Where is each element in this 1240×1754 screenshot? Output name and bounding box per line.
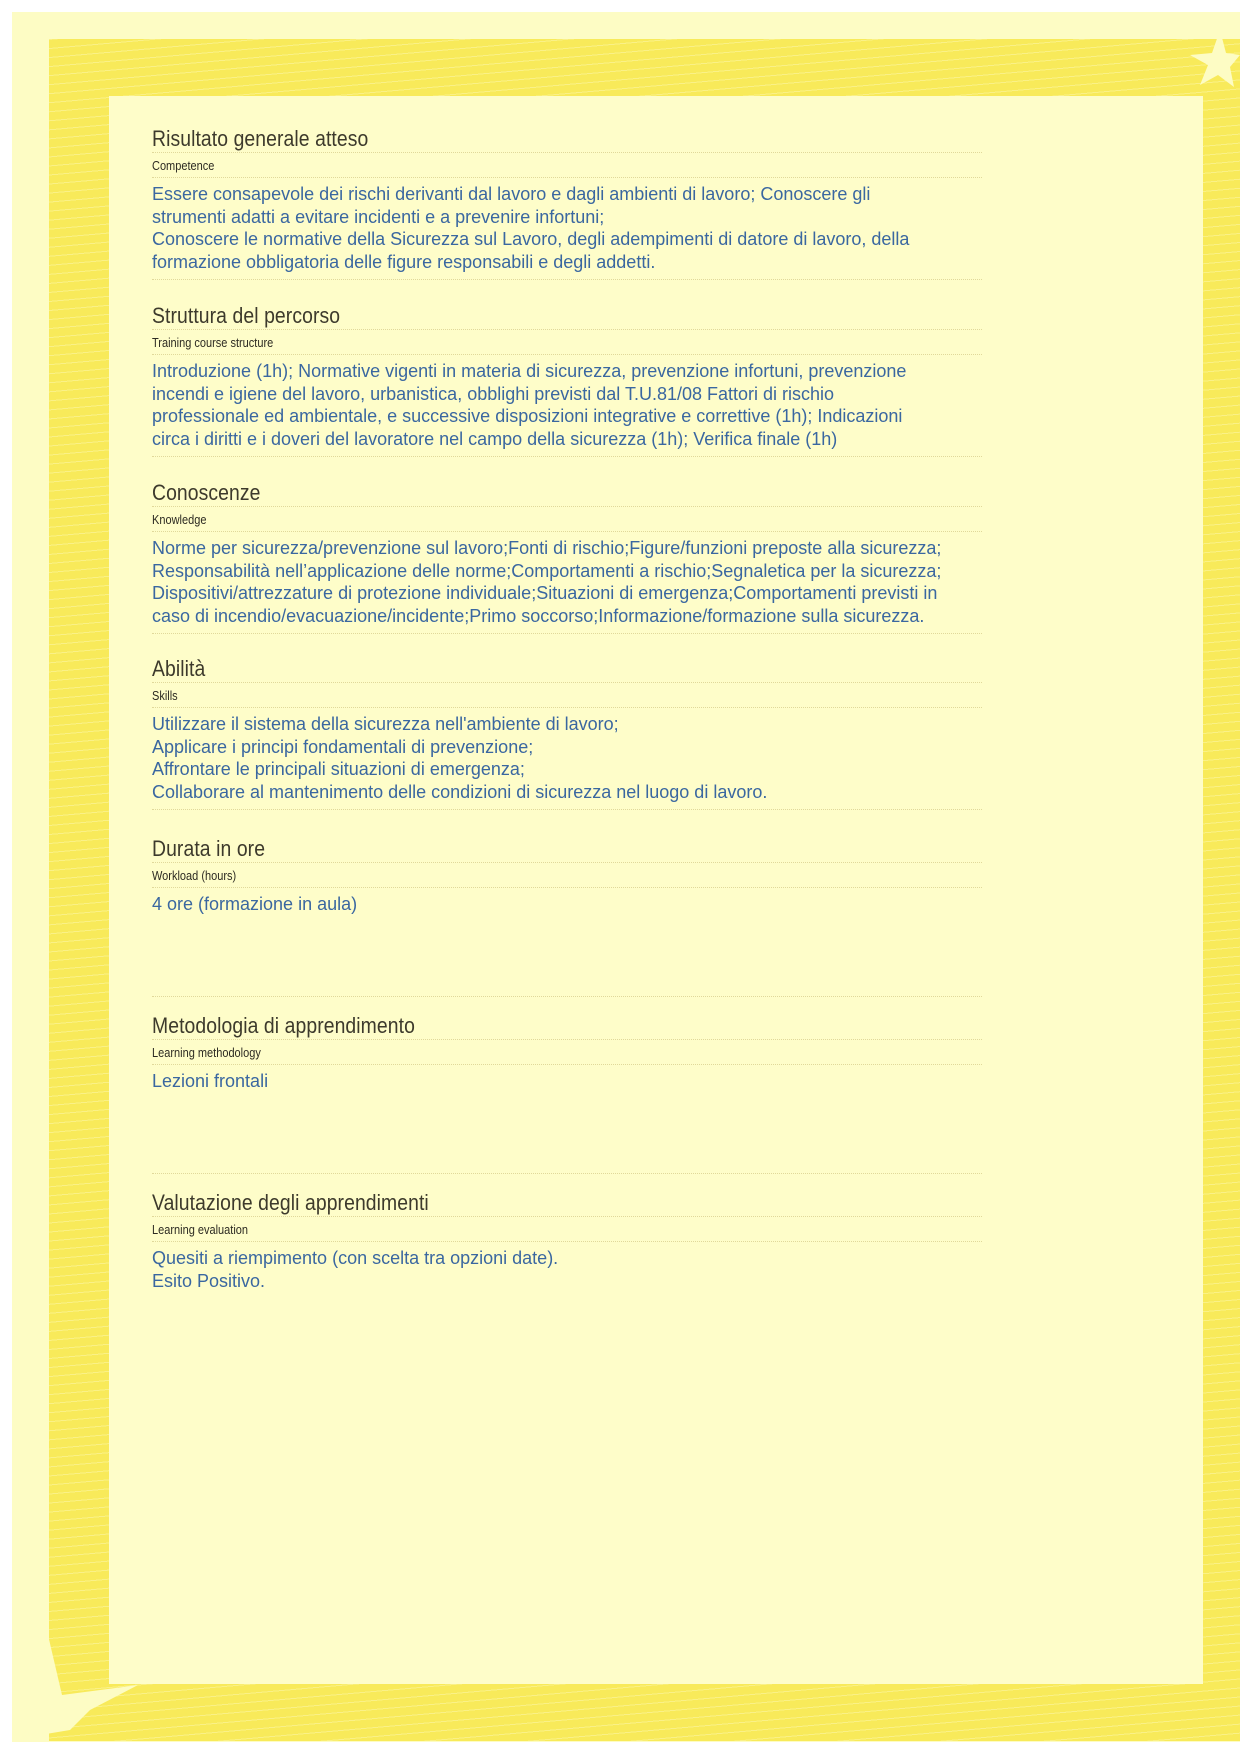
body-line: Conoscere le normative della Sicurezza sul Lavoro, degli adempimenti di datore di lavoro, della — [152, 229, 910, 249]
section-skills — [152, 656, 982, 810]
divider — [152, 354, 982, 355]
divider — [152, 279, 982, 280]
body-line: professionale ed ambientale, e successive disposizioni integrative e correttive (1h); Indicazioni — [152, 406, 903, 426]
star-icon — [1160, 25, 1240, 105]
divider — [152, 1241, 982, 1242]
body-line: Applicare i principi fondamentali di prevenzione; — [152, 736, 534, 757]
body-line: Utilizzare il sistema della sicurezza nell'ambiente di lavoro; — [152, 714, 619, 734]
section-title: Conoscenze — [152, 480, 261, 505]
divider — [152, 862, 982, 863]
body-line: incendi e igiene del lavoro, urbanistica, obblighi previsti dal T.U.81/08 Fattori di rischio — [152, 383, 835, 404]
section-title: Valutazione degli apprendimenti — [152, 1190, 429, 1215]
divider — [152, 329, 982, 330]
section-subtitle: Competence — [152, 159, 215, 173]
section-methodology — [152, 1013, 982, 1174]
section-title: Struttura del percorso — [152, 303, 341, 328]
section-subtitle: Training course structure — [152, 336, 274, 350]
divider — [152, 996, 982, 997]
section-subtitle: Skills — [152, 689, 178, 703]
body-line: Responsabilità nell’applicazione delle norme;Comportamenti a rischio;Segnaletica per la sicurezza; — [152, 560, 942, 581]
body-line: Esito Positivo. — [152, 1270, 266, 1291]
divider — [152, 152, 982, 153]
section-body — [152, 893, 982, 916]
divider — [152, 682, 982, 683]
divider — [152, 809, 982, 810]
section-title: Abilità — [152, 656, 206, 681]
body-line: Essere consapevole dei rischi derivanti dal lavoro e dagli ambienti di lavoro; Conoscere gli — [152, 184, 871, 204]
divider — [152, 1064, 982, 1065]
section-knowledge — [152, 480, 982, 634]
body-line: caso di incendio/evacuazione/incidente;Primo soccorso;Informazione/formazione sulla sicurezza. — [152, 605, 925, 626]
divider — [152, 456, 982, 457]
divider — [152, 506, 982, 507]
section-subtitle: Learning methodology — [152, 1046, 261, 1060]
section-subtitle: Learning evaluation — [152, 1223, 249, 1237]
section-evaluation — [152, 1190, 982, 1292]
body-line: Norme per sicurezza/prevenzione sul lavoro;Fonti di rischio;Figure/funzioni preposte alla sicurezza; — [152, 538, 942, 558]
body-line: Collaborare al mantenimento delle condizioni di sicurezza nel luogo di lavoro. — [152, 781, 768, 802]
body-line: Introduzione (1h); Normative vigenti in materia di sicurezza, prevenzione infortuni, prevenzione — [152, 361, 907, 381]
section-subtitle: Knowledge — [152, 513, 207, 527]
body-line: circa i diritti e i doveri del lavoratore nel campo della sicurezza (1h); Verifica finale (1h) — [152, 428, 838, 449]
divider — [152, 633, 982, 634]
section-body — [152, 1070, 982, 1093]
divider — [152, 531, 982, 532]
section-body — [152, 713, 982, 803]
divider — [152, 1173, 982, 1174]
section-title: Durata in ore — [152, 836, 266, 861]
divider — [152, 1039, 982, 1040]
section-subtitle: Workload (hours) — [152, 869, 237, 883]
section-workload — [152, 836, 982, 997]
body-line: Dispositivi/attrezzature di protezione individuale;Situazioni di emergenza;Comportamenti previsti in — [152, 583, 938, 603]
section-body — [152, 183, 982, 273]
section-title: Risultato generale atteso — [152, 126, 369, 151]
section-structure — [152, 303, 982, 457]
section-competence — [152, 126, 982, 280]
body-line: Affrontare le principali situazioni di emergenza; — [152, 759, 525, 779]
body-line: 4 ore (formazione in aula) — [152, 894, 358, 914]
star-icon — [30, 1630, 140, 1740]
body-line: formazione obbligatoria delle figure responsabili e degli addetti. — [152, 251, 656, 272]
divider — [152, 1216, 982, 1217]
divider — [152, 887, 982, 888]
section-body — [152, 537, 982, 627]
body-line: strumenti adatti a evitare incidenti e a prevenire infortuni; — [152, 206, 605, 227]
section-body — [152, 360, 982, 450]
section-body — [152, 1247, 982, 1292]
divider — [152, 177, 982, 178]
divider — [152, 707, 982, 708]
body-line: Quesiti a riempimento (con scelta tra opzioni date). — [152, 1248, 559, 1268]
section-title: Metodologia di apprendimento — [152, 1013, 415, 1038]
body-line: Lezioni frontali — [152, 1071, 269, 1091]
